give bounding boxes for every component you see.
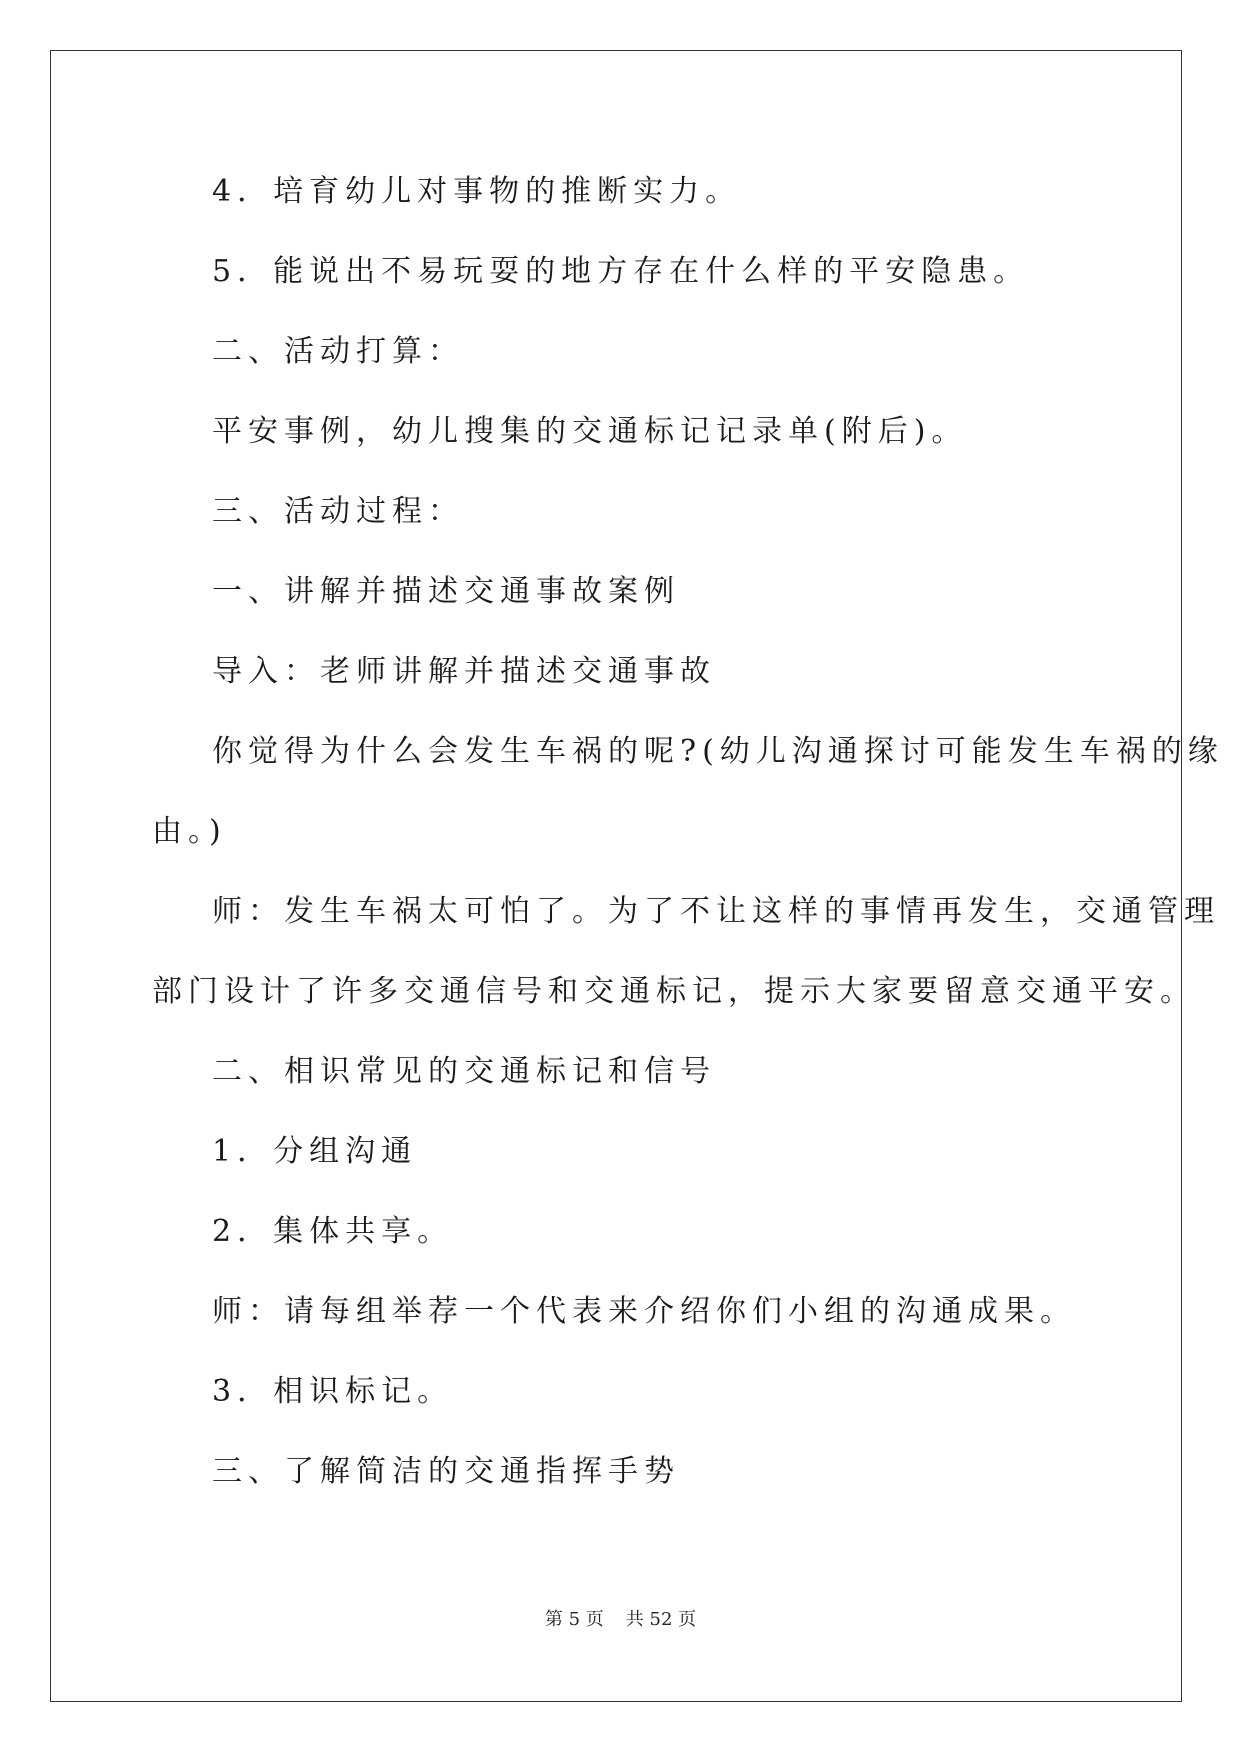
page-total: 共 52 页 [625,1609,697,1630]
text-line: 由。) [152,814,227,849]
text-line: 1．分组沟通 [212,1134,418,1169]
page-footer [0,1608,1241,1632]
text-line: 导入：老师讲解并描述交通事故 [212,654,716,689]
text-line: 部门设计了许多交通信号和交通标记，提示大家要留意交通平安。 [152,974,1196,1009]
page-number: 第 5 页 [544,1609,604,1630]
text-line: 4．培育幼儿对事物的推断实力。 [212,174,742,209]
section-heading: 三、活动过程： [212,494,464,529]
subsection-heading: 三、了解简洁的交通指挥手势 [212,1454,680,1489]
text-line: 5．能说出不易玩耍的地方存在什么样的平安隐患。 [212,254,1030,289]
text-line: 师：请每组举荐一个代表来介绍你们小组的沟通成果。 [212,1294,1076,1329]
text-line: 3．相识标记。 [212,1374,454,1409]
text-line: 平安事例，幼儿搜集的交通标记记录单(附后)。 [212,414,968,449]
subsection-heading: 一、讲解并描述交通事故案例 [212,574,680,609]
text-line: 师：发生车祸太可怕了。为了不让这样的事情再发生，交通管理 [212,894,1220,929]
text-line: 你觉得为什么会发生车祸的呢?(幼儿沟通探讨可能发生车祸的缘 [212,734,1224,769]
section-heading: 二、活动打算： [212,334,464,369]
subsection-heading: 二、相识常见的交通标记和信号 [212,1054,716,1089]
text-line: 2．集体共享。 [212,1214,454,1249]
